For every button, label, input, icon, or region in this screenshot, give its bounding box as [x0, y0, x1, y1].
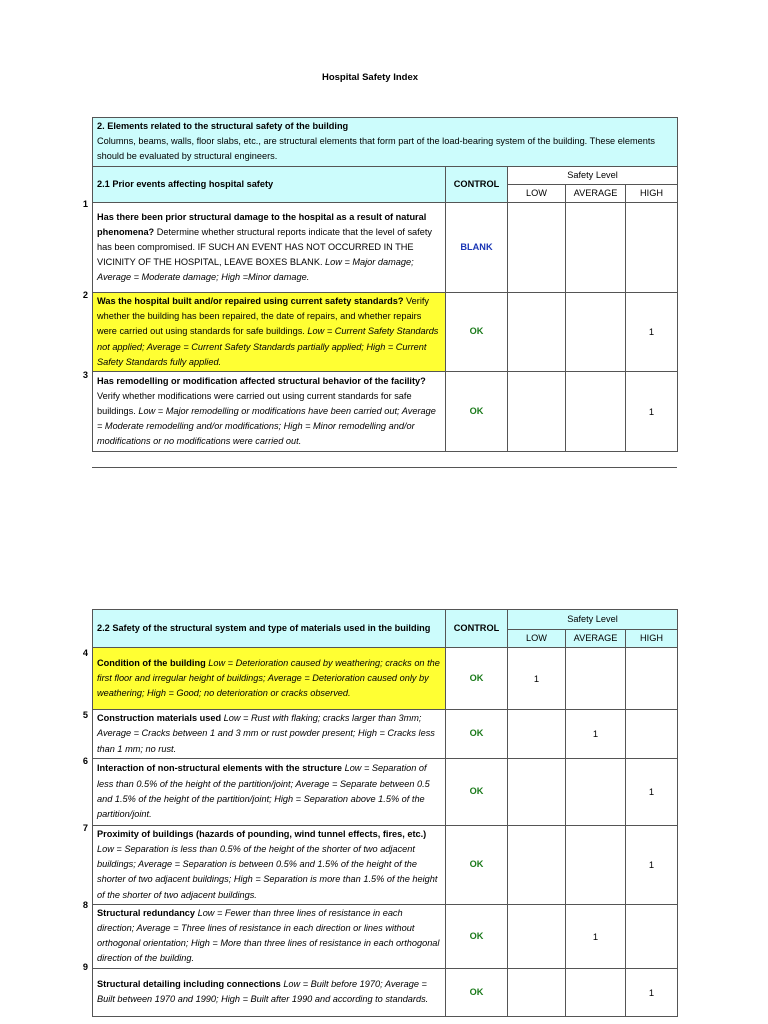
low-cell	[508, 968, 566, 1016]
table-row	[93, 825, 678, 904]
question-title: Structural redundancy	[97, 907, 196, 918]
low-cell	[508, 758, 566, 825]
high-cell: 1	[626, 825, 678, 904]
high-cell: 1	[626, 293, 678, 372]
safety-level-header: Safety Level	[508, 166, 678, 184]
row-number: 6	[82, 756, 88, 766]
question-cell	[93, 372, 446, 452]
question-instructions: Determine whether structural reports indicate that the level of safety has been compromised. IF SUCH AN EVENT HAS NOT OCCURRED IN THE VICINITY OF THE HOSPITAL, LEAVE BOXES BLANK.	[97, 226, 432, 268]
high-cell: 1	[626, 968, 678, 1016]
section-divider	[92, 467, 677, 468]
question-title: Structural detailing including connections	[97, 978, 281, 989]
table-row	[93, 203, 678, 293]
low-cell	[508, 710, 566, 759]
question-title: Was the hospital built and/or repaired using current safety standards?	[97, 296, 404, 307]
low-cell	[508, 372, 566, 452]
subsection-heading: 2.2 Safety of the structural system and type of materials used in the building	[93, 610, 446, 648]
question-criteria: Low = Built before 1970; Average = Built between 1970 and 1990; High = Built after 1990 and according to standards.	[97, 978, 429, 1005]
table-row	[93, 904, 678, 968]
row-number: 3	[82, 370, 88, 380]
control-column-header: CONTROL	[446, 166, 508, 202]
document-title: Hospital Safety Index	[321, 72, 419, 83]
low-cell: 1	[508, 648, 566, 710]
question-criteria: Low = Major remodelling or modifications have been carried out; Average = Moderate remodelling and/or modifications; High = Minor remodelling and/or modifications or no modifications were carried out.	[97, 405, 436, 447]
high-column-header: HIGH	[626, 630, 678, 648]
high-cell	[626, 648, 678, 710]
question-cell	[93, 648, 446, 710]
subsection-heading: 2.1 Prior events affecting hospital safety	[93, 166, 446, 202]
low-cell	[508, 203, 566, 293]
control-column-header: CONTROL	[446, 610, 508, 648]
average-column-header: AVERAGE	[566, 184, 626, 202]
control-cell: OK	[446, 710, 508, 759]
row-number: 2	[82, 290, 88, 300]
control-cell: OK	[446, 758, 508, 825]
average-cell	[566, 648, 626, 710]
average-column-header: AVERAGE	[566, 630, 626, 648]
control-cell: OK	[446, 372, 508, 452]
table-row	[93, 710, 678, 759]
row-number: 5	[82, 710, 88, 720]
question-criteria: Low = Current Safety Standards not applied; Average = Current Safety Standards partially applied; High = Current Safety Standards fully applied.	[97, 326, 439, 367]
average-cell	[566, 372, 626, 452]
high-cell	[626, 904, 678, 968]
average-cell	[566, 758, 626, 825]
row-number: 8	[82, 900, 88, 910]
question-title: Has there been prior structural damage to the hospital as a result of natural phenomena?	[97, 211, 427, 237]
control-cell: OK	[446, 648, 508, 710]
low-column-header: LOW	[508, 184, 566, 202]
high-cell	[626, 710, 678, 759]
question-criteria: Low = Separation is less than 0.5% of the height of the shorter of two adjacent buildings; Average = Separation is between 0.5% and 1.5% of the height of the shorter of two adjacent buildings; High = Separation is more than 1.5% of the height of the shorter of two adjacent buildings.	[97, 844, 438, 900]
section-header	[93, 118, 678, 167]
question-title: Interaction of non-structural elements with the structure	[97, 763, 343, 774]
low-cell	[508, 825, 566, 904]
control-cell: OK	[446, 293, 508, 372]
question-instructions: Verify whether modifications were carried out using current standards for safe buildings.	[97, 390, 412, 416]
question-cell	[93, 758, 446, 825]
structural-safety-table-2-2	[92, 609, 678, 1017]
control-cell: OK	[446, 968, 508, 1016]
section-heading: 2. Elements related to the structural safety of the building	[97, 121, 349, 131]
question-criteria: Low = Deterioration caused by weathering; cracks on the first floor and irregular height of buildings; Average = Deterioration caused only by weathering; High = Good; no deterioration or cracks observed.	[97, 657, 440, 699]
high-cell	[626, 203, 678, 293]
average-cell	[566, 825, 626, 904]
structural-safety-table-2-1	[92, 117, 678, 452]
high-cell: 1	[626, 758, 678, 825]
question-title: Construction materials used	[97, 713, 222, 724]
safety-level-header: Safety Level	[508, 610, 678, 630]
question-instructions: Verify whether the building has been repaired, the date of repairs, and whether repairs were carried out using standards for safe buildings.	[97, 296, 430, 337]
question-criteria: Low = Fewer than three lines of resistance in each direction; Average = Three lines of resistance in each direction or lines without orthogonal orientation; High = More than three lines of resistance in each orthogonal direction of the building.	[97, 907, 440, 964]
row-number: 7	[82, 823, 88, 833]
average-cell: 1	[566, 904, 626, 968]
section-description: Columns, beams, walls, floor slabs, etc., are structural elements that form part of the load-bearing system of the building. These elements should be evaluated by structural engineers.	[97, 136, 655, 162]
question-cell	[93, 293, 446, 372]
high-column-header: HIGH	[626, 184, 678, 202]
question-cell	[93, 203, 446, 293]
table-row	[93, 372, 678, 452]
average-cell	[566, 203, 626, 293]
control-cell: OK	[446, 904, 508, 968]
question-cell	[93, 904, 446, 968]
average-cell	[566, 968, 626, 1016]
table-row	[93, 758, 678, 825]
question-title: Has remodelling or modification affected structural behavior of the facility?	[97, 375, 426, 386]
question-cell	[93, 710, 446, 759]
average-cell	[566, 293, 626, 372]
question-title: Condition of the building	[97, 657, 206, 668]
low-cell	[508, 293, 566, 372]
row-number: 4	[82, 648, 88, 658]
control-cell: OK	[446, 825, 508, 904]
question-criteria: Low = Rust with flaking; cracks larger than 3mm; Average = Cracks between 1 and 3 mm or rust powder present; High = Cracks less than 1 mm; no rust.	[97, 713, 435, 754]
question-criteria: Low = Major damage; Average = Moderate damage; High =Minor damage.	[97, 257, 414, 283]
high-cell: 1	[626, 372, 678, 452]
low-column-header: LOW	[508, 630, 566, 648]
question-criteria: Low = Separation of less than 0.5% of the height of the partition/joint; Average = Separate between 0.5 and 1.5% of the height of the partition/joint; High = Separation above 1.5% of the partition/joint.	[97, 763, 430, 820]
question-title: Proximity of buildings (hazards of pounding, wind tunnel effects, fires, etc.)	[97, 828, 427, 839]
table-row	[93, 968, 678, 1016]
question-cell	[93, 968, 446, 1016]
row-number: 1	[82, 199, 88, 209]
table-row	[93, 648, 678, 710]
table-row	[93, 293, 678, 372]
average-cell: 1	[566, 710, 626, 759]
question-cell	[93, 825, 446, 904]
low-cell	[508, 904, 566, 968]
control-cell: BLANK	[446, 203, 508, 293]
row-number: 9	[82, 962, 88, 972]
